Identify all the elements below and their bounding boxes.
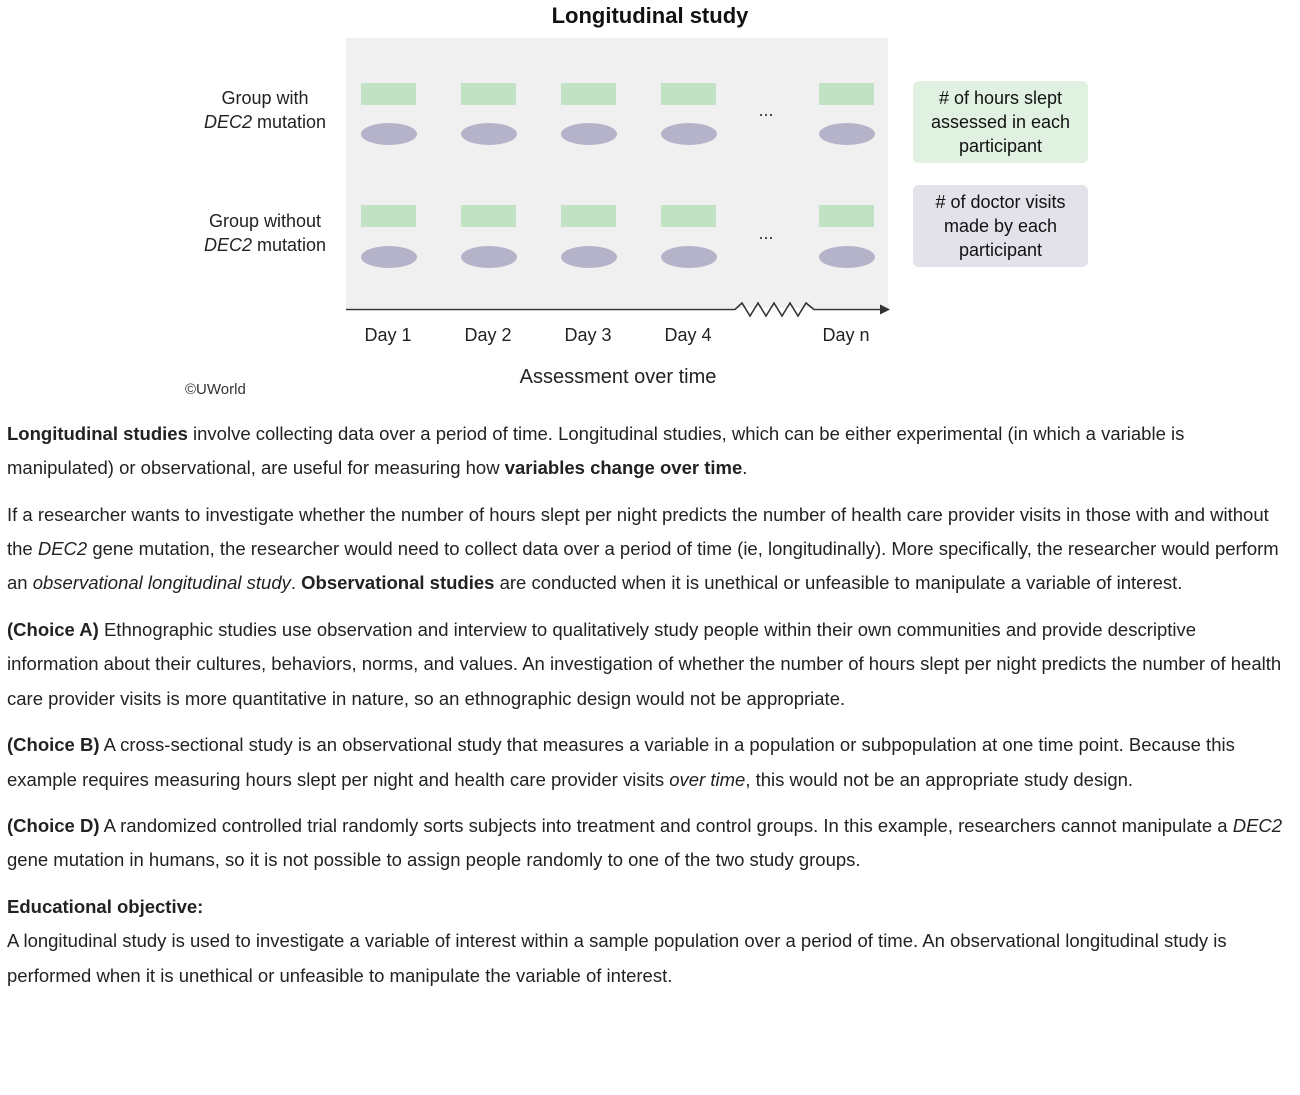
objective-text: A longitudinal study is used to investigate a variable of interest within a sample population over a period of time. An observational longitudinal study is performed when it is unethical or unfeasible to manipulate the variable of interest. bbox=[7, 930, 1227, 986]
legend-hours-slept: # of hours slept assessed in each participant bbox=[913, 81, 1088, 163]
day-label: Day 3 bbox=[564, 325, 612, 345]
paragraph-choice-a: (Choice A) Ethnographic studies use observation and interview to qualitatively study people within their own communities and provide descriptive information about their cultures, behaviors, norms, and values. An investigation of whether the number of hours slept per night predicts the number of health care provider visits is more quantitative in nature, so an ethnographic design would not be appropriate. bbox=[7, 619, 1282, 709]
day-label: Day n bbox=[822, 325, 870, 345]
x-axis-title: Assessment over time bbox=[519, 366, 717, 388]
time-axis bbox=[0, 0, 1300, 410]
day-label: Day 1 bbox=[364, 325, 412, 345]
group-label-without-mutation: Group without DEC2 mutation bbox=[203, 211, 327, 255]
day-label: Day 4 bbox=[664, 325, 712, 345]
paragraph-observational: If a researcher wants to investigate whether the number of hours slept per night predicts the number of health care provider visits in those with and without the DEC2 gene mutation, the researcher would need to collect data over a period of time (ie, longitudinally). More specifically, the researcher would perform an observational longitudinal study. Observational studies are conducted when it is unethical or unfeasible to manipulate a variable of interest. bbox=[7, 503, 1279, 594]
educational-objective bbox=[7, 890, 1292, 993]
longitudinal-study-figure bbox=[0, 0, 1300, 410]
paragraph-choice-b: (Choice B) A cross-sectional study is an observational study that measures a variable in a population or subpopulation at one time point. Because this example requires measuring hours slept per night and health care provider visits over time, this would not be an appropriate study design. bbox=[7, 734, 1235, 790]
paragraph-longitudinal-definition: Longitudinal studies involve collecting data over a period of time. Longitudinal studies, which can be either experimental (in which a variable is manipulated) or observational, are useful for measuring how variables change over time. bbox=[7, 423, 1185, 479]
copyright-credit: ©UWorld bbox=[185, 381, 246, 398]
paragraph-choice-d: (Choice D) A randomized controlled trial randomly sorts subjects into treatment and control groups. In this example, researchers cannot manipulate a DEC2 gene mutation in humans, so it is not possible to assign people randomly to one of the two study groups. bbox=[7, 815, 1283, 871]
day-label: Day 2 bbox=[464, 325, 512, 345]
ellipsis-dots: ... bbox=[758, 100, 774, 120]
objective-heading: Educational objective: bbox=[7, 896, 204, 918]
group-label-with-mutation: Group with DEC2 mutation bbox=[203, 88, 327, 132]
axis-line bbox=[346, 303, 880, 316]
explanation-text bbox=[7, 417, 1292, 993]
figure-title: Longitudinal study bbox=[551, 3, 749, 28]
axis-arrowhead bbox=[880, 305, 890, 315]
ellipsis-dots: ... bbox=[758, 223, 774, 243]
legend-doctor-visits: # of doctor visits made by each participant bbox=[913, 185, 1088, 267]
